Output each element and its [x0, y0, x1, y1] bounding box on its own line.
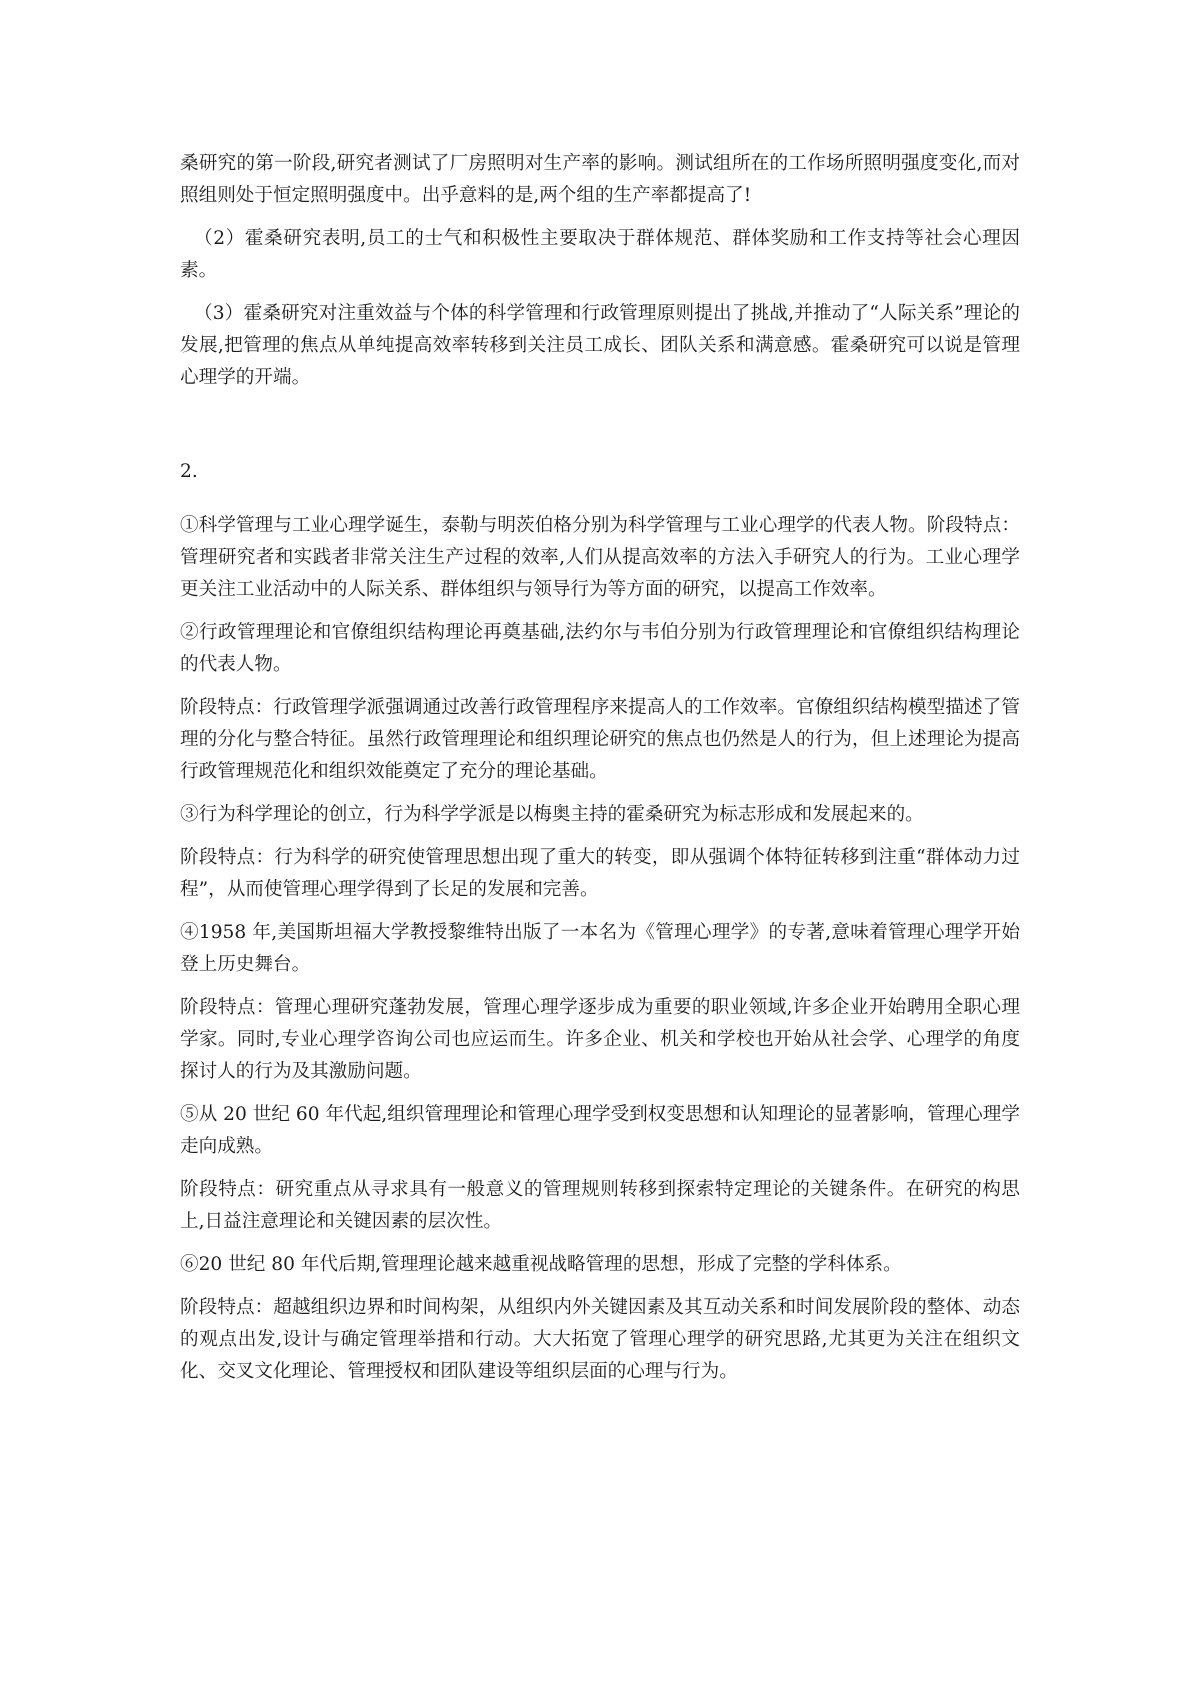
paragraph-stage-5: ⑤从 20 世纪 60 年代起,组织管理理论和管理心理学受到权变思想和认知理论的显著影响，管理心理学走向成熟。: [180, 1104, 1020, 1157]
paragraph-stage-4-features: 阶段特点：管理心理研究蓬勃发展，管理心理学逐步成为重要的职业领域,许多企业开始聘用全职心理学家。同时,专业心理学咨询公司也应运而生。许多企业、机关和学校也开始从社会学、心理学的角度探讨人的行为及其激励问题。: [180, 997, 1020, 1082]
section-number: 2.: [180, 461, 198, 482]
paragraph-stage-2-features: 阶段特点：行政管理学派强调通过改善行政管理程序来提高人的工作效率。官僚组织结构模型描述了管理的分化与整合特征。虽然行政管理理论和组织理论研究的焦点也仍然是人的行为，但上述理论为提高行政管理规范化和组织效能奠定了充分的理论基础。: [180, 697, 1020, 782]
paragraph-point-3: （3）霍桑研究对注重效益与个体的科学管理和行政管理原则提出了挑战,并推动了“人际关系”理论的发展,把管理的焦点从单纯提高效率转移到关注员工成长、团队关系和满意感。霍桑研究可以说是管理心理学的开端。: [180, 303, 1020, 388]
paragraph-stage-3-features: 阶段特点：行为科学的研究使管理思想出现了重大的转变，即从强调个体特征转移到注重“群体动力过程”，从而使管理心理学得到了长足的发展和完善。: [180, 847, 1020, 900]
document-body: [180, 148, 1020, 1399]
paragraph-stage-5-features: 阶段特点：研究重点从寻求具有一般意义的管理规则转移到探索特定理论的关键条件。在研究的构思上,日益注意理论和关键因素的层次性。: [180, 1179, 1020, 1232]
paragraph-stage-2: ②行政管理理论和官僚组织结构理论再奠基础,法约尔与韦伯分别为行政管理理论和官僚组织结构理论的代表人物。: [180, 622, 1020, 675]
paragraph-hawthorne-stage-one: 桑研究的第一阶段,研究者测试了厂房照明对生产率的影响。测试组所在的工作场所照明强度变化,而对照组则处于恒定照明强度中。出乎意料的是,两个组的生产率都提高了!: [180, 153, 1020, 206]
paragraph-stage-4: ④1958 年,美国斯坦福大学教授黎维特出版了一本名为《管理心理学》的专著,意味着管理心理学开始登上历史舞台。: [180, 922, 1020, 975]
paragraph-stage-6-features: 阶段特点：超越组织边界和时间构架，从组织内外关键因素及其互动关系和时间发展阶段的整体、动态的观点出发,设计与确定管理举措和行动。大大拓宽了管理心理学的研究思路,尤其更为关注在组织文化、交叉文化理论、管理授权和团队建设等组织层面的心理与行为。: [180, 1297, 1020, 1382]
paragraph-stage-6: ⑥20 世纪 80 年代后期,管理理论越来越重视战略管理的思想，形成了完整的学科体系。: [180, 1254, 902, 1275]
paragraph-stage-1: ①科学管理与工业心理学诞生，泰勒与明茨伯格分别为科学管理与工业心理学的代表人物。阶段特点：管理研究者和实践者非常关注生产过程的效率,人们从提高效率的方法入手研究人的行为。工业心理学更关注工业活动中的人际关系、群体组织与领导行为等方面的研究，以提高工作效率。: [180, 515, 1020, 600]
paragraph-stage-3: ③行为科学理论的创立，行为科学学派是以梅奥主持的霍桑研究为标志形成和发展起来的。: [180, 804, 924, 825]
paragraph-point-2: （2）霍桑研究表明,员工的士气和积极性主要取决于群体规范、群体奖励和工作支持等社会心理因素。: [180, 228, 1020, 281]
